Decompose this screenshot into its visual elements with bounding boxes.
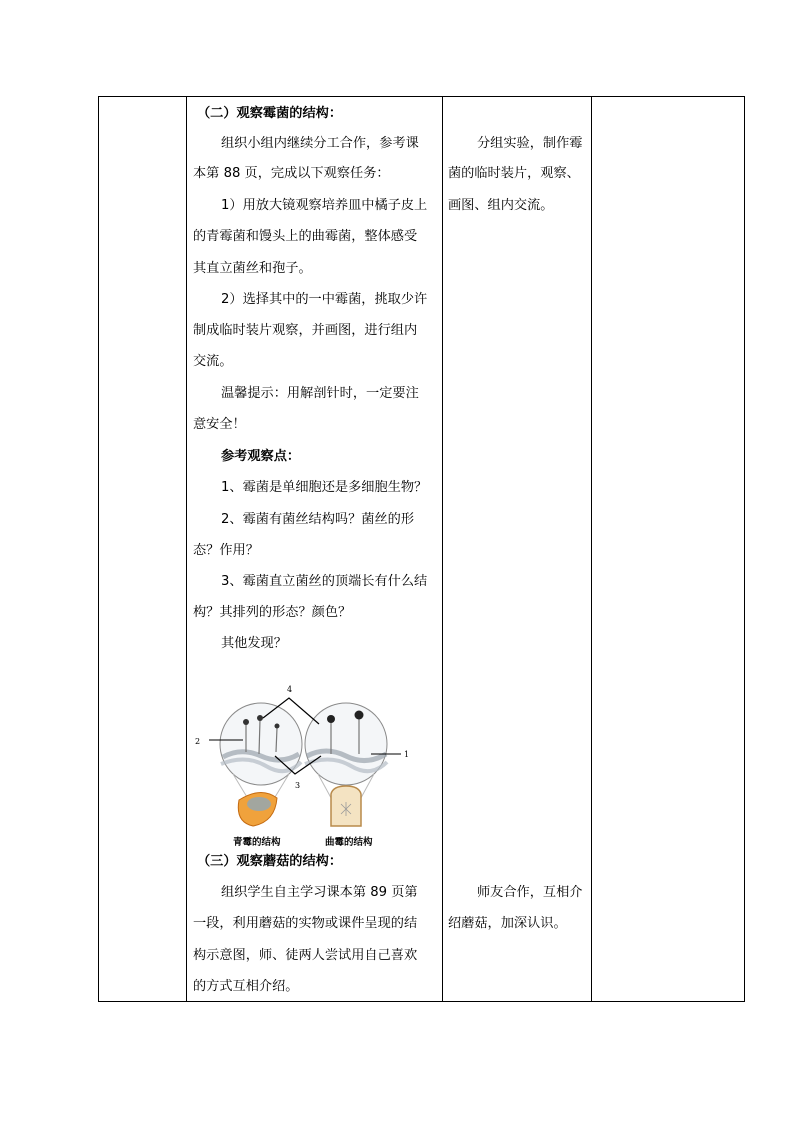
activity-line: 分组实验，制作霉 xyxy=(477,136,583,151)
lesson-table xyxy=(98,96,745,1002)
figure-caption-aspergillus: 曲霉的结构 xyxy=(325,837,373,847)
column-divider xyxy=(186,97,187,1001)
paragraph-line: 本第 88 页，完成以下观察任务： xyxy=(193,166,390,181)
activity-line: 师友合作，互相介 xyxy=(477,885,583,900)
figure-caption-penicillium: 青霉的结构 xyxy=(233,837,281,847)
paragraph-line: 交流。 xyxy=(193,354,233,369)
observation-point: 其他发现？ xyxy=(221,636,287,651)
paragraph-line: 1）用放大镜观察培养皿中橘子皮上 xyxy=(221,198,428,213)
observation-point: 1、霉菌是单细胞还是多细胞生物？ xyxy=(221,480,428,495)
paragraph-line: 组织学生自主学习课本第 89 页第 xyxy=(221,885,418,900)
paragraph-line: 一段，利用蘑菇的实物或课件呈现的结 xyxy=(193,916,418,931)
mold-structure-figure xyxy=(191,682,446,847)
observation-point: 构？其排列的形态？颜色？ xyxy=(193,605,352,620)
paragraph-line: 2）选择其中的一中霉菌，挑取少许 xyxy=(221,292,428,307)
observation-point: 3、霉菌直立菌丝的顶端长有什么结 xyxy=(221,574,428,589)
paragraph-line: 组织小组内继续分工合作，参考课 xyxy=(221,136,419,151)
activity-line: 绍蘑菇，加深认识。 xyxy=(448,916,567,931)
activity-line: 画图、组内交流。 xyxy=(448,198,554,213)
figure-label: 2 xyxy=(195,737,201,746)
observation-subheading: 参考观察点： xyxy=(221,449,301,464)
observation-point: 态？作用？ xyxy=(193,543,259,558)
figure-label: 3 xyxy=(295,781,301,790)
paragraph-line: 制成临时装片观察，并画图，进行组内 xyxy=(193,323,418,338)
aspergillus-magnified-view xyxy=(305,703,387,785)
figure-label: 4 xyxy=(287,685,293,694)
paragraph-line: 构示意图，师、徒两人尝试用自己喜欢 xyxy=(193,948,418,963)
figure-label: 1 xyxy=(404,750,410,759)
paragraph-line: 的青霉菌和馒头上的曲霉菌，整体感受 xyxy=(193,229,418,244)
tip-line: 温馨提示：用解剖针时，一定要注 xyxy=(221,386,419,401)
observation-point: 2、霉菌有菌丝结构吗？菌丝的形 xyxy=(221,512,415,527)
paragraph-line: 的方式互相介绍。 xyxy=(193,979,299,994)
column-divider xyxy=(591,97,592,1001)
column-divider xyxy=(442,97,443,1001)
section-heading-mushroom: （三）观察蘑菇的结构： xyxy=(197,854,343,869)
paragraph-line: 其直立菌丝和孢子。 xyxy=(193,261,312,276)
tip-line: 意安全！ xyxy=(193,417,246,432)
activity-line: 菌的临时装片，观察、 xyxy=(448,166,580,181)
section-heading-mold: （二）观察霉菌的结构： xyxy=(197,106,343,121)
